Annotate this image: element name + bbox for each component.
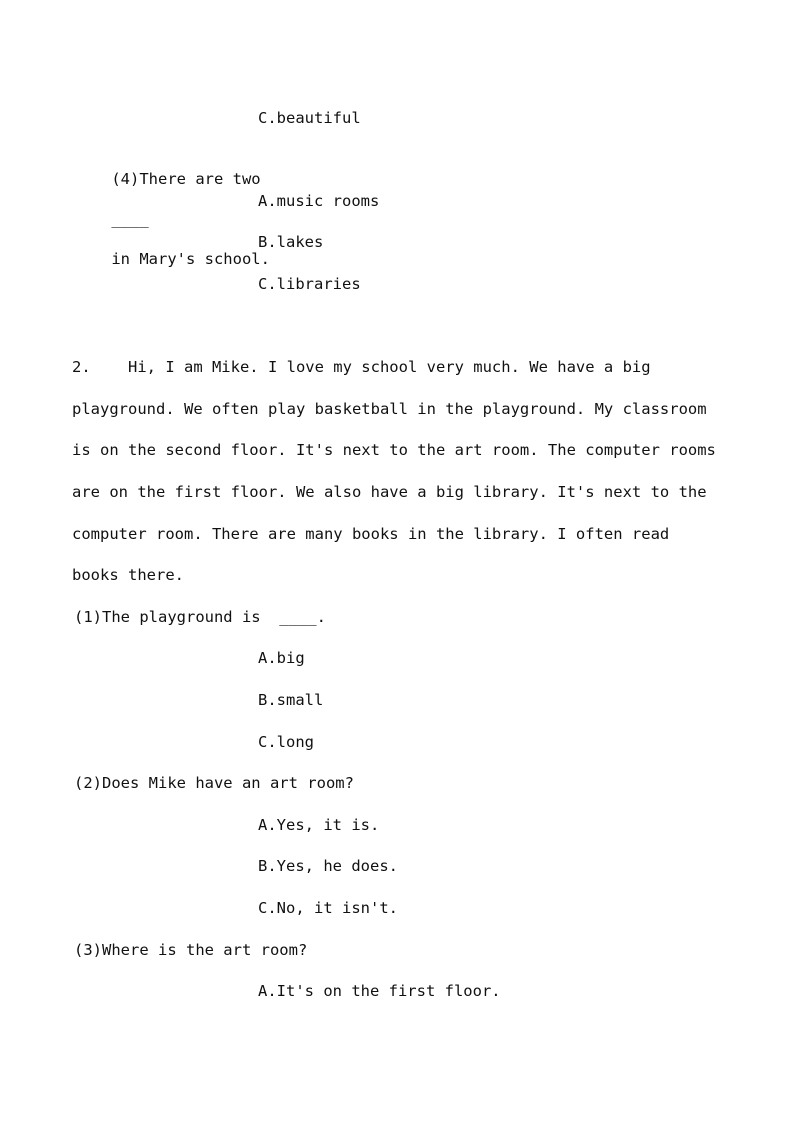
question-4-text-after: in Mary's school. — [111, 250, 270, 268]
question-2-1-option-b: B.small — [258, 691, 324, 709]
question-4-blank: ____ — [111, 210, 149, 228]
question-4 — [74, 149, 270, 289]
option-c-beautiful: C.beautiful — [258, 109, 361, 127]
question-2-2-option-b: B.Yes, he does. — [258, 857, 398, 875]
question-2-3-option-a: A.It's on the first floor. — [258, 982, 501, 1000]
question-4-option-c: C.libraries — [258, 275, 361, 293]
question-2-1: (1)The playground is ____. — [74, 608, 326, 626]
passage-2-line-1: 2. Hi, I am Mike. I love my school very much. We have a big — [72, 358, 651, 376]
passage-2-line-6: books there. — [72, 566, 184, 584]
question-2-2-option-c: C.No, it isn't. — [258, 899, 398, 917]
question-2-2: (2)Does Mike have an art room? — [74, 774, 354, 792]
passage-2-line-4: are on the first floor. We also have a big library. It's next to the — [72, 483, 707, 501]
question-2-1-option-c: C.long — [258, 733, 314, 751]
question-4-text-before: (4)There are two — [111, 170, 261, 188]
question-4-option-b: B.lakes — [258, 233, 324, 251]
passage-2-line-3: is on the second floor. It's next to the art room. The computer rooms — [72, 441, 716, 459]
passage-2-line-2: playground. We often play basketball in the playground. My classroom — [72, 400, 707, 418]
question-2-2-option-a: A.Yes, it is. — [258, 816, 380, 834]
question-4-option-a: A.music rooms — [258, 192, 380, 210]
question-2-1-option-a: A.big — [258, 649, 305, 667]
passage-2-line-5: computer room. There are many books in the library. I often read — [72, 525, 670, 543]
question-2-3: (3)Where is the art room? — [74, 941, 308, 959]
